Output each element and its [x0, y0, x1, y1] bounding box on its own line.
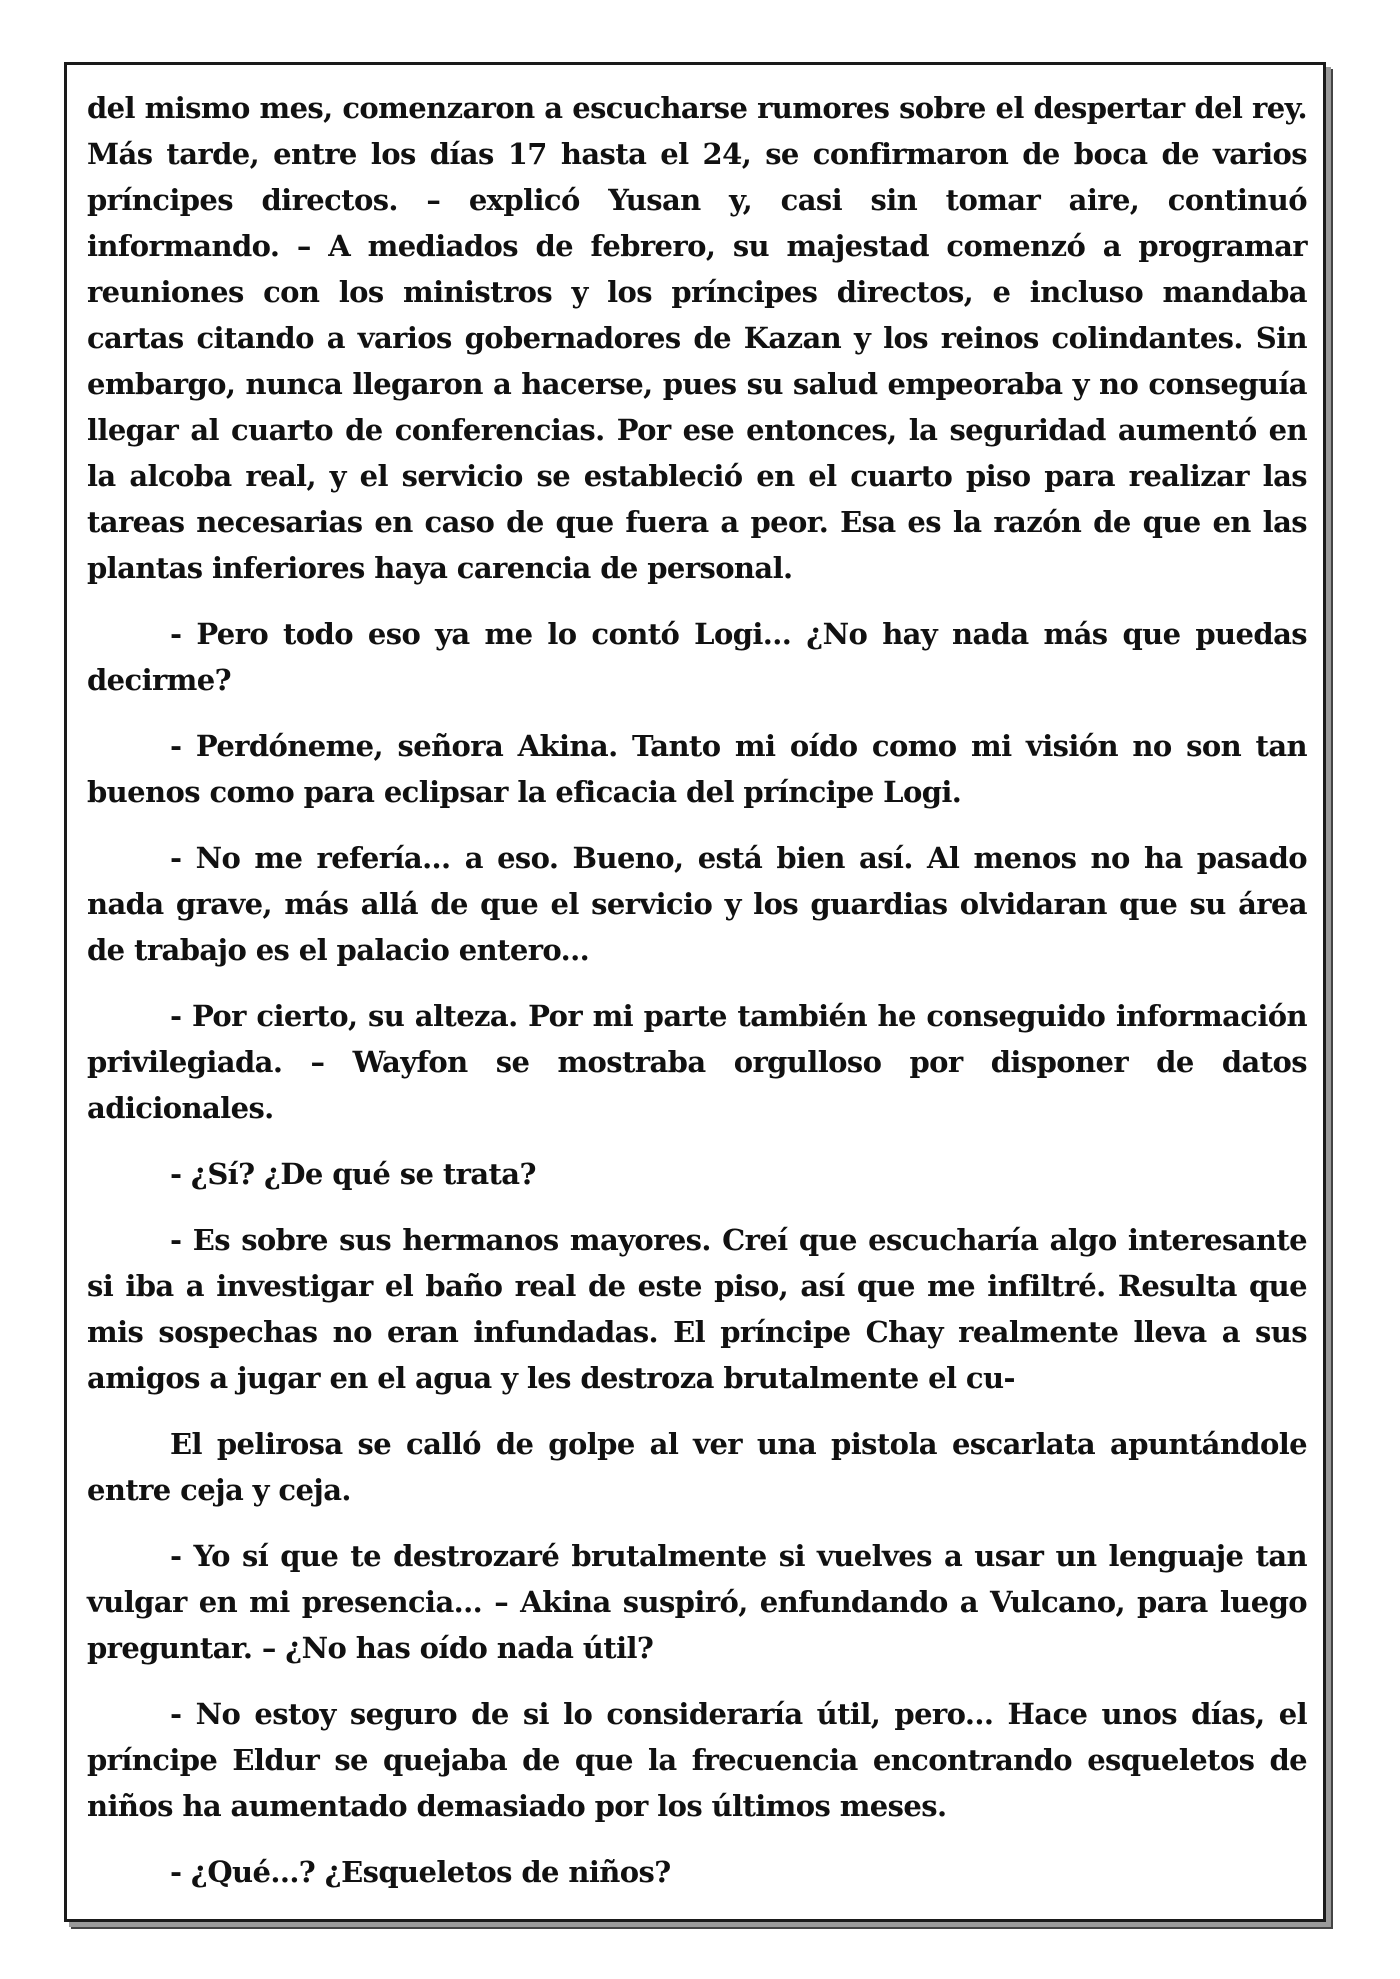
paragraph-4: - No me refería... a eso. Bueno, está bien así. Al menos no ha pasado nada grave, más allá de que el servicio y los guardias olvidaran que su área de trabajo es el palacio entero... [87, 841, 1307, 967]
paragraph-3: - Perdóneme, señora Akina. Tanto mi oído como mi visión no son tan buenos como para eclipsar la eficacia del príncipe Logi. [87, 729, 1307, 809]
paragraph-7: - Es sobre sus hermanos mayores. Creí que escucharía algo interesante si iba a investigar el baño real de este piso, así que me infiltré. Resulta que mis sospechas no eran infundadas. El príncipe Chay realmente lleva a sus amigos a jugar en el agua y les destroza brutalmente el cu- [87, 1223, 1307, 1395]
paragraph-11: - ¿Qué...? ¿Esqueletos de niños? [170, 1855, 671, 1889]
paragraph-5: - Por cierto, su alteza. Por mi parte también he conseguido información privilegiada. – Wayfon se mostraba orgulloso por disponer de datos adicionales. [87, 999, 1307, 1125]
document-body [87, 85, 1307, 1915]
paragraph-6: - ¿Sí? ¿De qué se trata? [170, 1157, 536, 1191]
page-frame [64, 62, 1326, 1922]
paragraph-9: - Yo sí que te destrozaré brutalmente si vuelves a usar un lenguaje tan vulgar en mi presencia... – Akina suspiró, enfundando a Vulcano, para luego preguntar. – ¿No has oído nada útil? [87, 1539, 1307, 1665]
paragraph-2: - Pero todo eso ya me lo contó Logi... ¿No hay nada más que puedas decirme? [87, 617, 1307, 697]
paragraph-10: - No estoy seguro de si lo consideraría útil, pero... Hace unos días, el príncipe Eldur se quejaba de que la frecuencia encontrando esqueletos de niños ha aumentado demasiado por los últimos meses. [87, 1697, 1307, 1823]
paragraph-1: del mismo mes, comenzaron a escucharse rumores sobre el despertar del rey. Más tarde, entre los días 17 hasta el 24, se confirmaron de boca de varios príncipes directos. – explicó Yusan y, casi sin tomar aire, continuó informando. – A mediados de febrero, su majestad comenzó a programar reuniones con los ministros y los príncipes directos, e incluso mandaba cartas citando a varios gobernadores de Kazan y los reinos colindantes. Sin embargo, nunca llegaron a hacerse, pues su salud empeoraba y no conseguía llegar al cuarto de conferencias. Por ese entonces, la seguridad aumentó en la alcoba real, y el servicio se estableció en el cuarto piso para realizar las tareas necesarias en caso de que fuera a peor. Esa es la razón de que en las plantas inferiores haya carencia de personal. [87, 91, 1307, 585]
paragraph-8: El pelirosa se calló de golpe al ver una pistola escarlata apuntándole entre ceja y ceja. [87, 1427, 1307, 1507]
